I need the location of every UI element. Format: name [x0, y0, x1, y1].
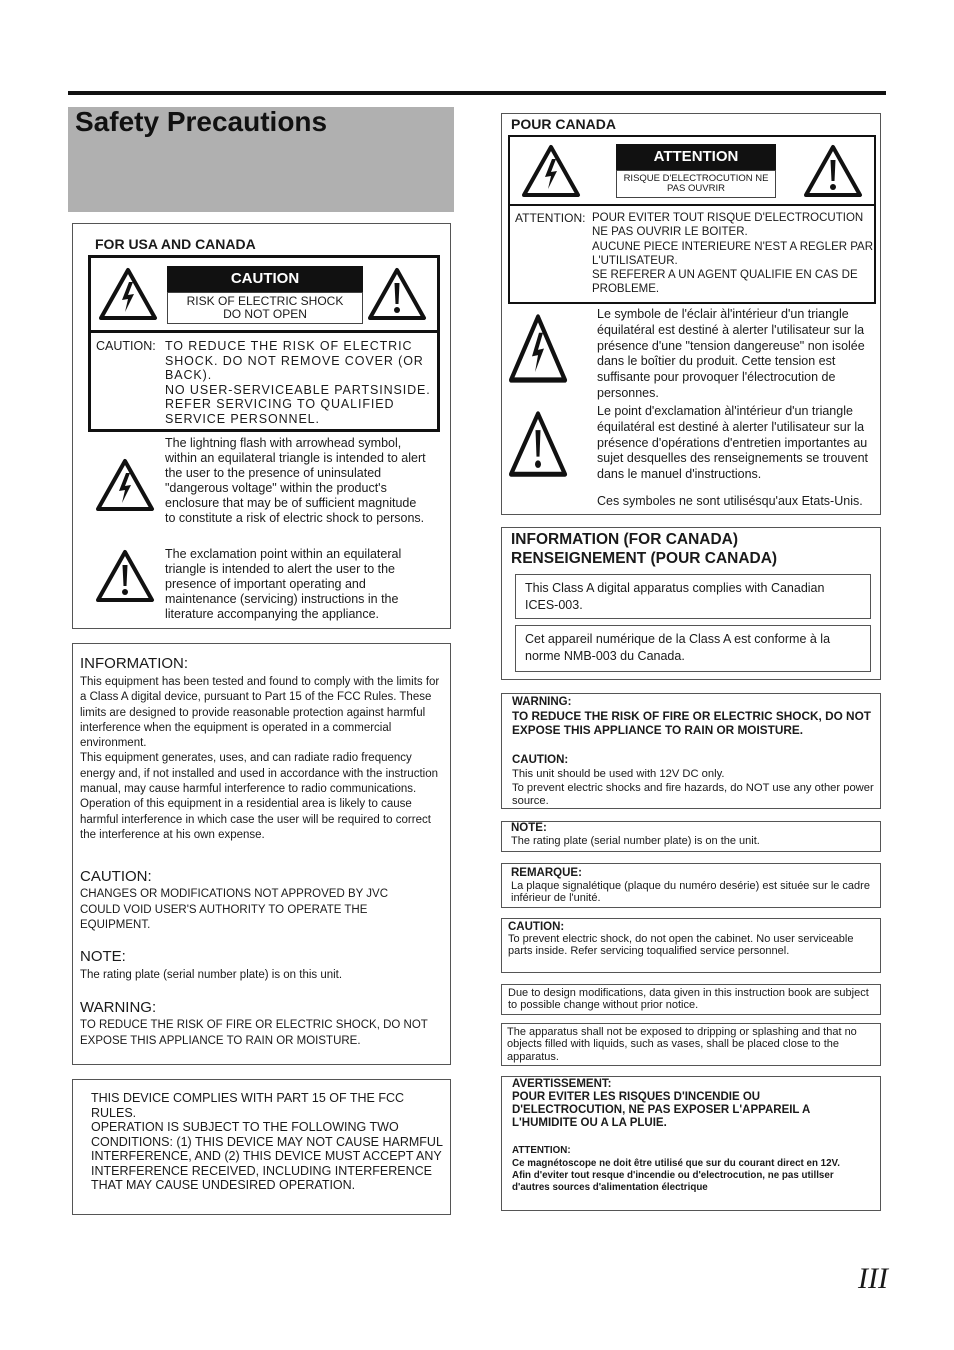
caution-text: CHANGES OR MODIFICATIONS NOT APPROVED BY JVC COULD VOID USER'S AUTHORITY TO OPERATE THE EQUIPMENT.	[80, 888, 388, 931]
avertissement-box	[501, 1076, 881, 1211]
fcc-compliance-box	[72, 1079, 451, 1215]
canada-footer-text: Ces symboles ne sont utilisésqu'aux Etats-Unis.	[597, 494, 863, 508]
usa-caution-label	[88, 255, 440, 333]
note-box	[501, 821, 881, 852]
caution-box-text: To prevent electric shock, do not open the cabinet. No user serviceable parts inside. Refer servicing toqualified service personnel.	[508, 933, 854, 957]
warning-box-caution-heading: CAUTION:	[512, 754, 569, 766]
page-number: III	[858, 1262, 888, 1295]
warning-heading: WARNING:	[80, 999, 157, 1016]
caution-box	[501, 918, 881, 973]
canada-lightning-explanation: Le symbole de l'éclair àl'intérieur d'un triangle équilatéral est destiné à alerter l'utilisateur sur la présence d'une "tension dangereuse" non isolée dans le boîtier du produit. Cette tension est suffisante pour provoquer l'électrocution de personnes.	[597, 307, 865, 400]
note-box-text: The rating plate (serial number plate) is on the unit.	[511, 835, 760, 847]
page-title: Safety Precautions	[75, 106, 328, 137]
pour-canada-section	[501, 113, 881, 515]
avertissement-heading: AVERTISSEMENT:	[512, 1078, 612, 1090]
ices-english-box	[515, 574, 871, 619]
fcc-text: THIS DEVICE COMPLIES WITH PART 15 OF THE FCC RULES. OPERATION IS SUBJECT TO THE FOLLOWING TWO CONDITIONS: (1) THIS DEVICE MAY NOT CAUSE HARMFUL INTERFERENCE, AND (2) THIS DEVICE MUST ACCEPT ANY INTERFERENCE RECEIVED, INCLUDING INTERFERENCE THAT MAY CAUSE UNDESIRED OPERATION.	[91, 1091, 443, 1192]
exclamation-symbol-icon	[508, 410, 568, 478]
lightning-warning-icon	[521, 144, 581, 198]
caution-heading: CAUTION:	[80, 868, 152, 885]
canada-exclamation-explanation: Le point d'exclamation àl'intérieur d'un triangle équilatéral est destiné à alerter l'utilisateur sur la présence d'opérations d'entretien importantes au sujet desquelles des renseignements se trouvent dans le manuel d'instructions.	[597, 404, 868, 482]
usa-caution-text-box	[88, 330, 440, 432]
information-canada-heading: INFORMATION (FOR CANADA) RENSEIGNEMENT (POUR CANADA)	[511, 531, 778, 567]
exclamation-warning-icon	[367, 267, 427, 321]
design-notice-box	[501, 984, 881, 1015]
information-body: This equipment has been tested and found to comply with the limits for a Class A digital device, pursuant to Part 15 of the FCC Rules. These limits are designed to provide reasonable protection against harmful interference when the equipment is operated in a commercial environment. This equipment generates, uses, and can radiate radio frequency energy and, if not installed and used in accordance with the instruction manual, may cause harmful interference to radio communications. Operation of this equipment in a residential area is likely to cause harmful interference in which case the user will be required to correct the interference at his own expense.	[80, 676, 440, 841]
attention-label-title: ATTENTION	[616, 144, 776, 170]
exclamation-warning-icon	[803, 144, 863, 198]
lightning-warning-icon	[98, 267, 158, 321]
canada-attention-label	[508, 135, 876, 304]
warning-text: TO REDUCE THE RISK OF FIRE OR ELECTRIC SHOCK, DO NOT EXPOSE THIS APPLIANCE TO RAIN OR MOISTURE.	[80, 1019, 428, 1047]
usa-heading: FOR USA AND CANADA	[95, 236, 256, 252]
attention-label-subtitle: RISQUE D'ELECTROCUTION NE PAS OUVRIR	[616, 170, 776, 198]
warning-box-main: TO REDUCE THE RISK OF FIRE OR ELECTRIC SHOCK, DO NOT EXPOSE THIS APPLIANCE TO RAIN OR MOISTURE.	[512, 709, 871, 737]
usa-canada-section	[72, 223, 451, 629]
dripping-notice-text: The apparatus shall not be exposed to dripping or splashing and that no objects filled with liquids, such as vases, shall be placed close to the apparatus.	[507, 1026, 857, 1063]
lightning-symbol-icon	[95, 458, 155, 512]
caution-label-title: CAUTION	[167, 266, 363, 292]
design-notice-text: Due to design modifications, data given in this instruction book are subject to possible change without prior notice.	[508, 987, 869, 1011]
ices-french-text: Cet appareil numérique de la Class A est conforme à la norme NMB-003 du Canada.	[525, 632, 831, 663]
remarque-box	[501, 863, 881, 908]
ices-english-text: This Class A digital apparatus complies with Canadian ICES-003.	[525, 581, 825, 612]
warning-box-heading: WARNING:	[512, 696, 572, 708]
note-heading: NOTE:	[80, 948, 126, 965]
information-heading: INFORMATION:	[80, 655, 189, 672]
warning-box-caution-text: This unit should be used with 12V DC only. To prevent electric shocks and fire hazards, do NOT use any other power source.	[512, 768, 874, 807]
caution-label-subtitle: RISK OF ELECTRIC SHOCK DO NOT OPEN	[167, 292, 363, 324]
ices-french-box	[515, 625, 871, 672]
avertissement-attention-heading: ATTENTION:	[512, 1145, 571, 1156]
title-banner	[68, 107, 454, 212]
lightning-symbol-icon	[508, 313, 568, 384]
note-text: The rating plate (serial number plate) is on this unit.	[80, 969, 343, 981]
note-box-heading: NOTE:	[511, 822, 547, 834]
dripping-notice-box	[501, 1023, 881, 1066]
remarque-text: La plaque signalétique (plaque du numéro desérie) est située sur le cadre inférieur de l'unité.	[511, 880, 870, 904]
canada-heading: POUR CANADA	[511, 116, 616, 132]
avertissement-attention-text: Ce magnétoscope ne doit être utilisé que sur du courant direct en 12V. Afin d'eviter tout resque d'incendie ou d'electrocution, ne pas utillser d'autres sources d'alimentation électrique	[512, 1158, 840, 1193]
exclamation-symbol-icon	[95, 549, 155, 603]
top-rule	[68, 91, 886, 95]
lightning-explanation: The lightning flash with arrowhead symbol, within an equilateral triangle is intended to alert the user to the presence of uninsulated "dangerous voltage" within the product's enclosure that may be of sufficient magnitude to constitute a risk of electric shock to persons.	[165, 436, 426, 525]
avertissement-main: POUR EVITER LES RISQUES D'INCENDIE OU D'ELECTROCUTION, NE PAS EXPOSER L'APPAREIL A L'HUMIDITE OU A LA PLUIE.	[512, 1091, 810, 1129]
attention-prefix: ATTENTION:	[515, 211, 586, 225]
exclamation-explanation: The exclamation point within an equilateral triangle is intended to alert the user to the presence of important operating and maintenance (servicing) instructions in the literature accompanying the appliance.	[165, 547, 402, 621]
caution-body: TO REDUCE THE RISK OF ELECTRIC SHOCK. DO NOT REMOVE COVER (OR BACK). NO USER-SERVICEABLE PARTSINSIDE. REFER SERVICING TO QUALIFIED SERVICE PERSONNEL.	[165, 339, 431, 426]
caution-prefix: CAUTION:	[96, 339, 156, 353]
information-canada-section	[501, 527, 881, 680]
warning-box	[501, 693, 881, 809]
information-section	[72, 643, 451, 1065]
caution-box-heading: CAUTION:	[508, 921, 565, 933]
attention-body: POUR EVITER TOUT RISQUE D'ELECTROCUTION NE PAS OUVRIR LE BOITER. AUCUNE PIECE INTERIEURE N'EST A REGLER PAR L'UTILISATEUR. SE REFERER A UN AGENT QUALIFIE EN CAS DE PROBLEME.	[592, 212, 874, 296]
remarque-heading: REMARQUE:	[511, 867, 582, 879]
